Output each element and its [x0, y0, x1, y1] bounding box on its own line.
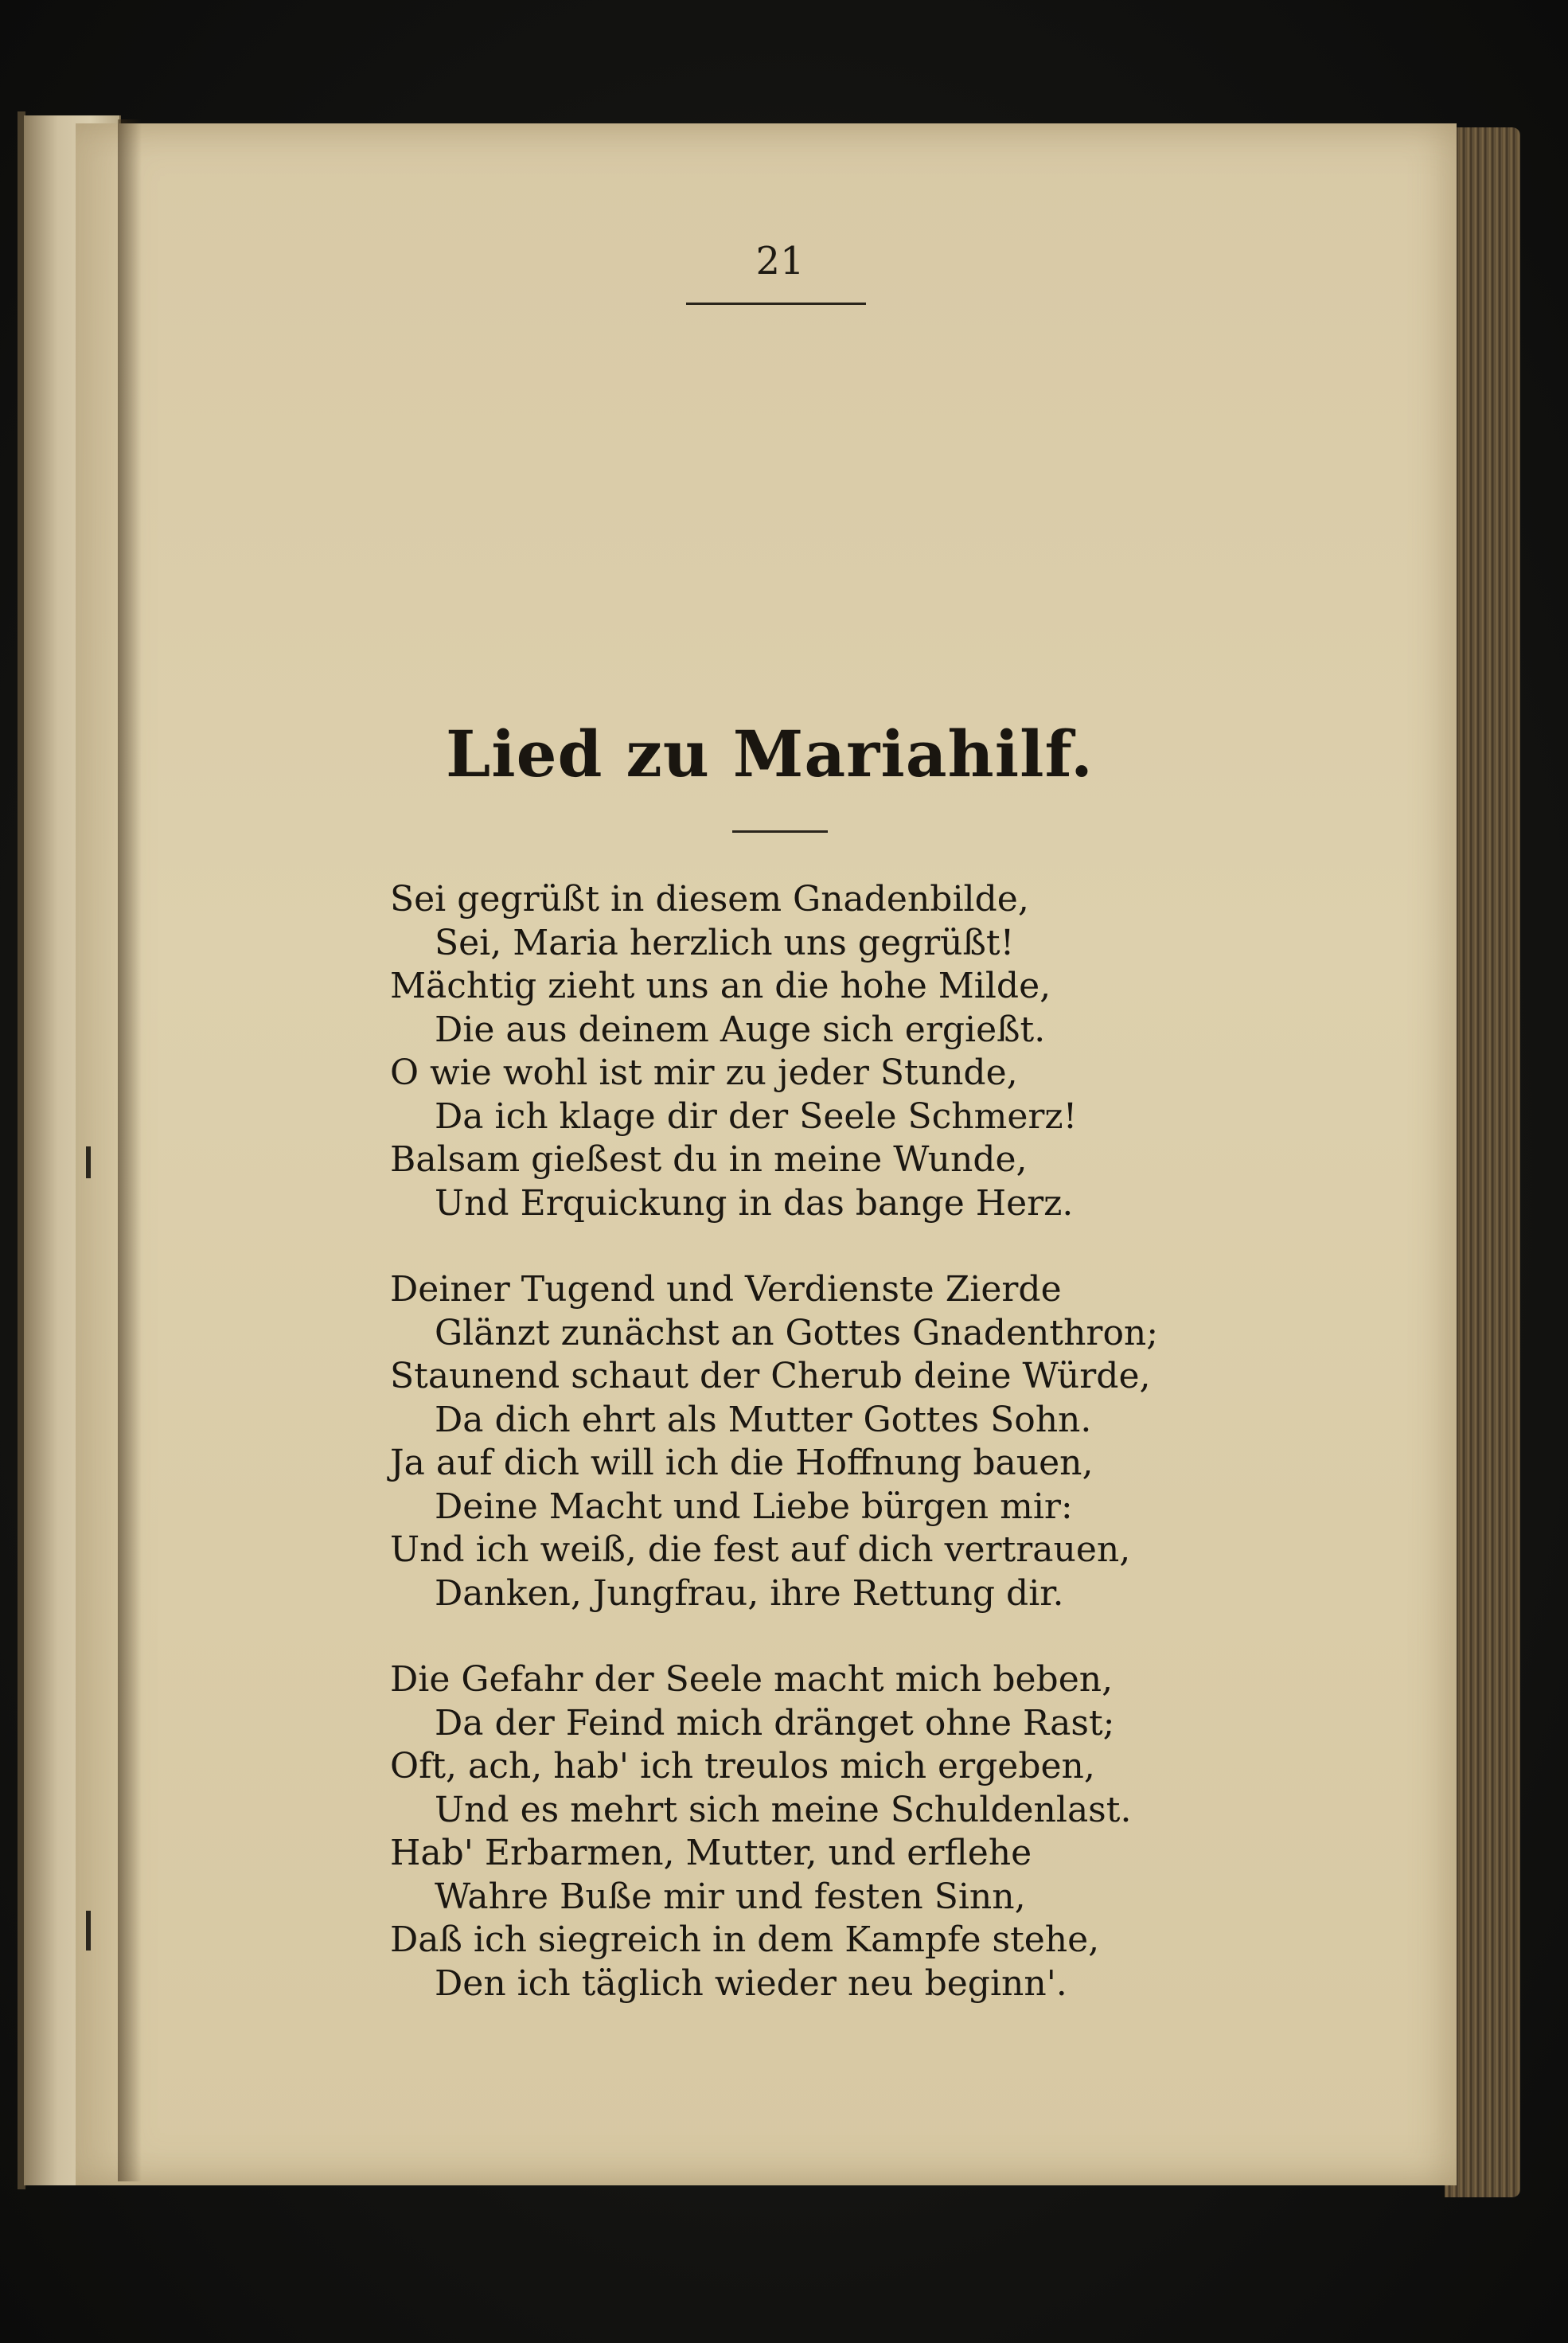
title-rule	[732, 830, 828, 833]
poem-line: Die Gefahr der Seele macht mich beben,	[390, 1659, 1114, 1700]
poem-line: Sei, Maria herzlich uns gegrüßt!	[435, 922, 1015, 963]
poem-line: O wie wohl ist mir zu jeder Stunde,	[390, 1052, 1018, 1093]
poem-line: Hab' Erbarmen, Mutter, und erflehe	[390, 1833, 1032, 1873]
poem-body	[390, 878, 1345, 2048]
poem-line: Mächtig zieht uns an die hohe Milde,	[390, 966, 1051, 1006]
poem-line: Und es mehrt sich meine Schuldenlast.	[435, 1789, 1132, 1830]
poem-line: Deine Macht und Liebe bürgen mir:	[435, 1486, 1073, 1527]
poem-line: Oft, ach, hab' ich treulos mich ergeben,	[390, 1746, 1095, 1787]
poem-line: Glänzt zunächst an Gottes Gnadenthron;	[435, 1312, 1159, 1353]
spine-shadow	[118, 119, 142, 2181]
page-number: 21	[755, 239, 805, 283]
poem-line: Balsam gießest du in meine Wunde,	[390, 1139, 1028, 1180]
poem-title: Lied zu Mariahilf.	[446, 717, 1094, 791]
stanza	[390, 1658, 1345, 2005]
poem-line: Staunend schaut der Cherub deine Würde,	[390, 1356, 1151, 1396]
poem-line: Da ich klage dir der Seele Schmerz!	[435, 1095, 1078, 1137]
poem-line: Den ich täglich wieder neu beginn'.	[435, 1962, 1067, 2004]
poem-line: Wahre Buße mir und festen Sinn,	[435, 1876, 1026, 1917]
stanza	[390, 878, 1345, 1225]
page-number-rule	[686, 303, 866, 305]
poem-line: Da dich ehrt als Mutter Gottes Sohn.	[435, 1399, 1092, 1440]
poem-line: Die aus deinem Auge sich ergießt.	[435, 1009, 1046, 1050]
poem-line: Da der Feind mich dränget ohne Rast;	[435, 1702, 1115, 1744]
poem-line: Deiner Tugend und Verdienste Zierde	[390, 1269, 1062, 1310]
poem-line: Ja auf dich will ich die Hoffnung bauen,	[390, 1443, 1094, 1483]
poem-line: Und ich weiß, die fest auf dich vertrauen,	[390, 1529, 1131, 1570]
binding-mark	[86, 1911, 91, 1951]
poem-line: Daß ich siegreich in dem Kampfe stehe,	[390, 1919, 1100, 1960]
poem-line: Danken, Jungfrau, ihre Rettung dir.	[435, 1572, 1064, 1614]
poem-line: Und Erquickung in das bange Herz.	[435, 1182, 1074, 1224]
poem-line: Sei gegrüßt in diesem Gnadenbilde,	[390, 879, 1029, 920]
binding-mark	[86, 1146, 91, 1178]
stanza	[390, 1268, 1345, 1615]
